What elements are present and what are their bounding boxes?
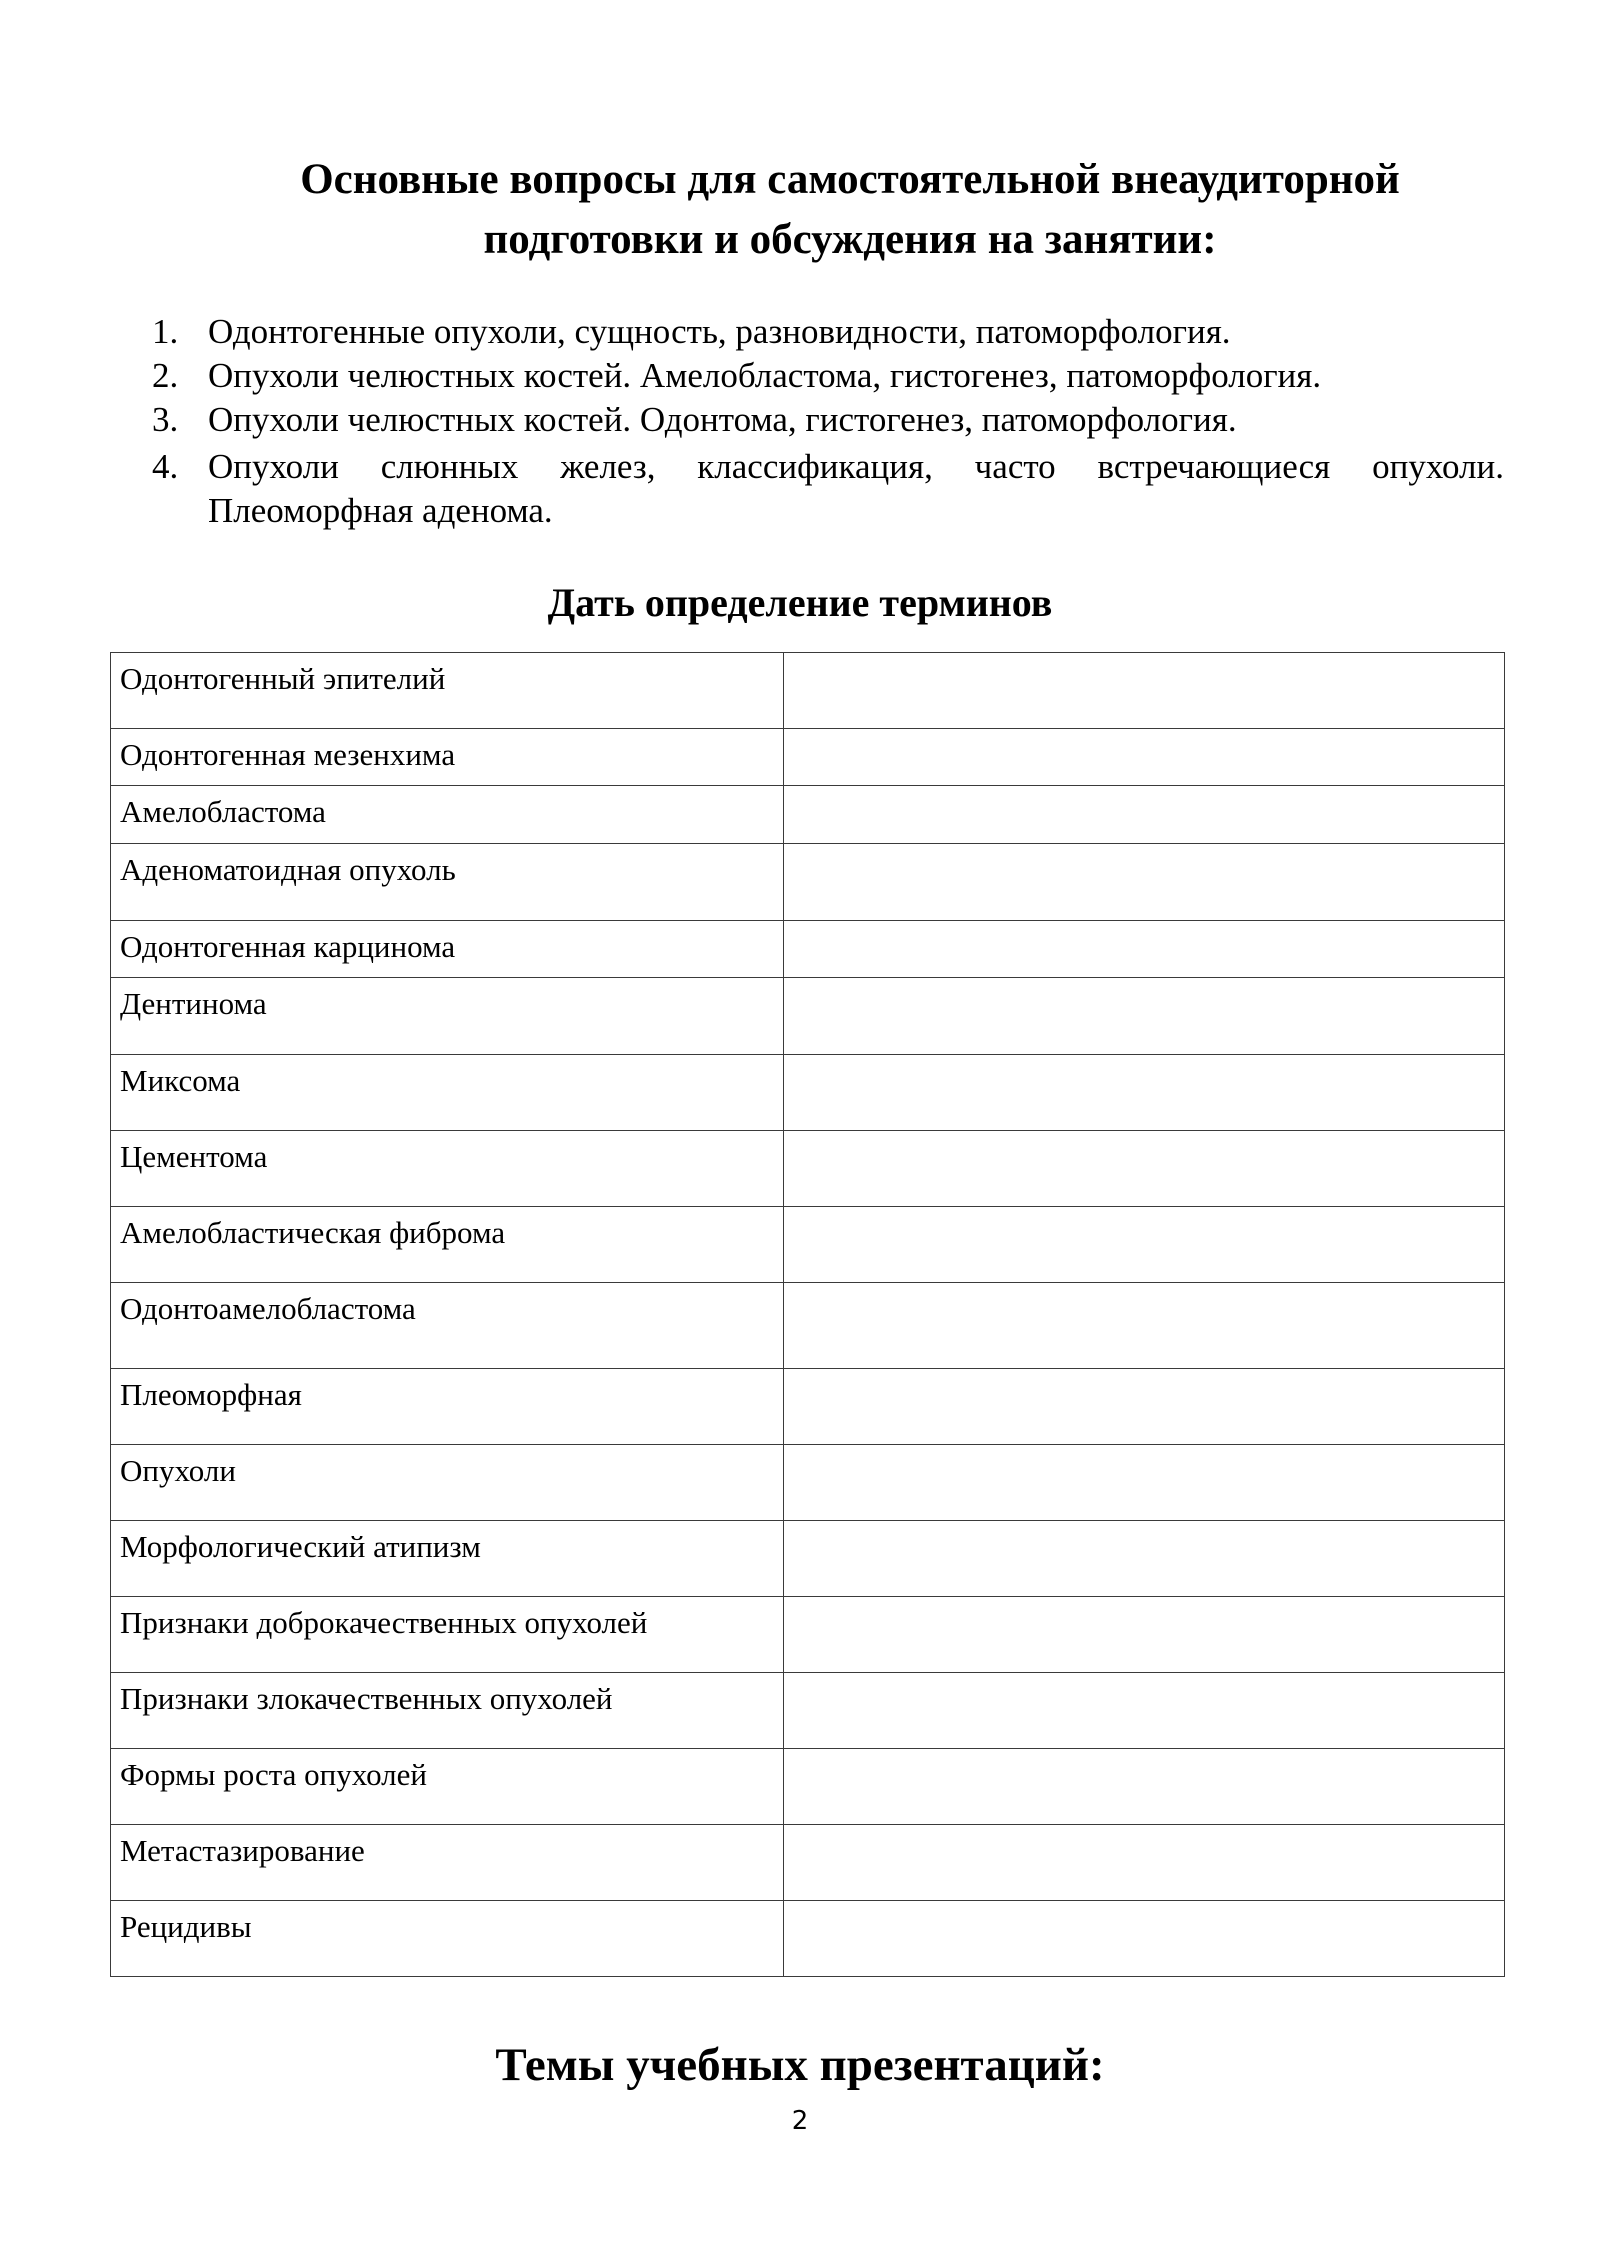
- question-number: 3.: [152, 400, 179, 439]
- question-item: [152, 445, 1504, 533]
- term-cell: Дентинома: [111, 978, 784, 1055]
- definition-cell[interactable]: [784, 1749, 1505, 1825]
- term-cell: Одонтоамелобластома: [111, 1283, 784, 1369]
- terms-table: [110, 652, 1505, 1977]
- term-cell: Одонтогенная карцинома: [111, 921, 784, 978]
- table-row: [111, 1445, 1505, 1521]
- table-row: [111, 729, 1505, 786]
- term-cell: Амелобластическая фиброма: [111, 1207, 784, 1283]
- page-title-line-1: Основные вопросы для самостоятельной внеаудиторной: [300, 156, 1400, 203]
- question-text: Опухоли слюнных желез, классификация, часто встречающиеся опухоли. Плеоморфная аденома.: [208, 447, 1504, 530]
- question-text: Опухоли челюстных костей. Одонтома, гистогенез, патоморфология.: [208, 400, 1237, 439]
- page-title-line-2: подготовки и обсуждения на занятии:: [483, 216, 1217, 263]
- term-cell: Одонтогенный эпителий: [111, 653, 784, 729]
- table-row: [111, 1055, 1505, 1131]
- table-row: [111, 1901, 1505, 1977]
- table-row: [111, 653, 1505, 729]
- table-row: [111, 1207, 1505, 1283]
- term-cell: Формы роста опухолей: [111, 1749, 784, 1825]
- definition-cell[interactable]: [784, 844, 1505, 921]
- term-cell: Признаки доброкачественных опухолей: [111, 1597, 784, 1673]
- table-row: [111, 1673, 1505, 1749]
- term-cell: Цементома: [111, 1131, 784, 1207]
- definition-cell[interactable]: [784, 978, 1505, 1055]
- definition-cell[interactable]: [784, 1521, 1505, 1597]
- term-cell: Аденоматоидная опухоль: [111, 844, 784, 921]
- term-cell: Миксома: [111, 1055, 784, 1131]
- term-cell: Признаки злокачественных опухолей: [111, 1673, 784, 1749]
- page-title: [160, 150, 1540, 270]
- table-row: [111, 1521, 1505, 1597]
- question-item: [152, 398, 1504, 442]
- definition-cell[interactable]: [784, 1131, 1505, 1207]
- definition-cell[interactable]: [784, 786, 1505, 844]
- table-row: [111, 1131, 1505, 1207]
- term-cell: Рецидивы: [111, 1901, 784, 1977]
- definition-cell[interactable]: [784, 1207, 1505, 1283]
- question-item: [152, 310, 1504, 354]
- term-cell: Опухоли: [111, 1445, 784, 1521]
- definition-cell[interactable]: [784, 1055, 1505, 1131]
- question-number: 2.: [152, 356, 179, 395]
- term-cell: Амелобластома: [111, 786, 784, 844]
- question-text: Одонтогенные опухоли, сущность, разновидности, патоморфология.: [208, 312, 1231, 351]
- table-row: [111, 1749, 1505, 1825]
- definition-cell[interactable]: [784, 729, 1505, 786]
- definition-cell[interactable]: [784, 1901, 1505, 1977]
- question-number: 1.: [152, 312, 179, 351]
- question-text: Опухоли челюстных костей. Амелобластома, гистогенез, патоморфология.: [208, 356, 1322, 395]
- table-row: [111, 786, 1505, 844]
- table-row: [111, 844, 1505, 921]
- term-cell: Метастазирование: [111, 1825, 784, 1901]
- definition-cell[interactable]: [784, 1445, 1505, 1521]
- definition-cell[interactable]: [784, 1369, 1505, 1445]
- table-row: [111, 1825, 1505, 1901]
- definition-cell[interactable]: [784, 1597, 1505, 1673]
- presentations-section-title: Темы учебных презентаций:: [495, 2039, 1105, 2091]
- table-row: [111, 1597, 1505, 1673]
- question-number: 4.: [152, 447, 179, 486]
- term-cell: Морфологический атипизм: [111, 1521, 784, 1597]
- definition-cell[interactable]: [784, 1283, 1505, 1369]
- table-row: [111, 978, 1505, 1055]
- definition-cell[interactable]: [784, 1673, 1505, 1749]
- definition-cell[interactable]: [784, 921, 1505, 978]
- table-row: [111, 1283, 1505, 1369]
- table-row: [111, 1369, 1505, 1445]
- question-item: [152, 354, 1504, 398]
- terms-section-title: Дать определение терминов: [547, 580, 1053, 625]
- page-number: 2: [791, 2106, 809, 2136]
- definition-cell[interactable]: [784, 653, 1505, 729]
- term-cell: Одонтогенная мезенхима: [111, 729, 784, 786]
- definition-cell[interactable]: [784, 1825, 1505, 1901]
- questions-list: [152, 310, 1504, 533]
- table-row: [111, 921, 1505, 978]
- term-cell: Плеоморфная: [111, 1369, 784, 1445]
